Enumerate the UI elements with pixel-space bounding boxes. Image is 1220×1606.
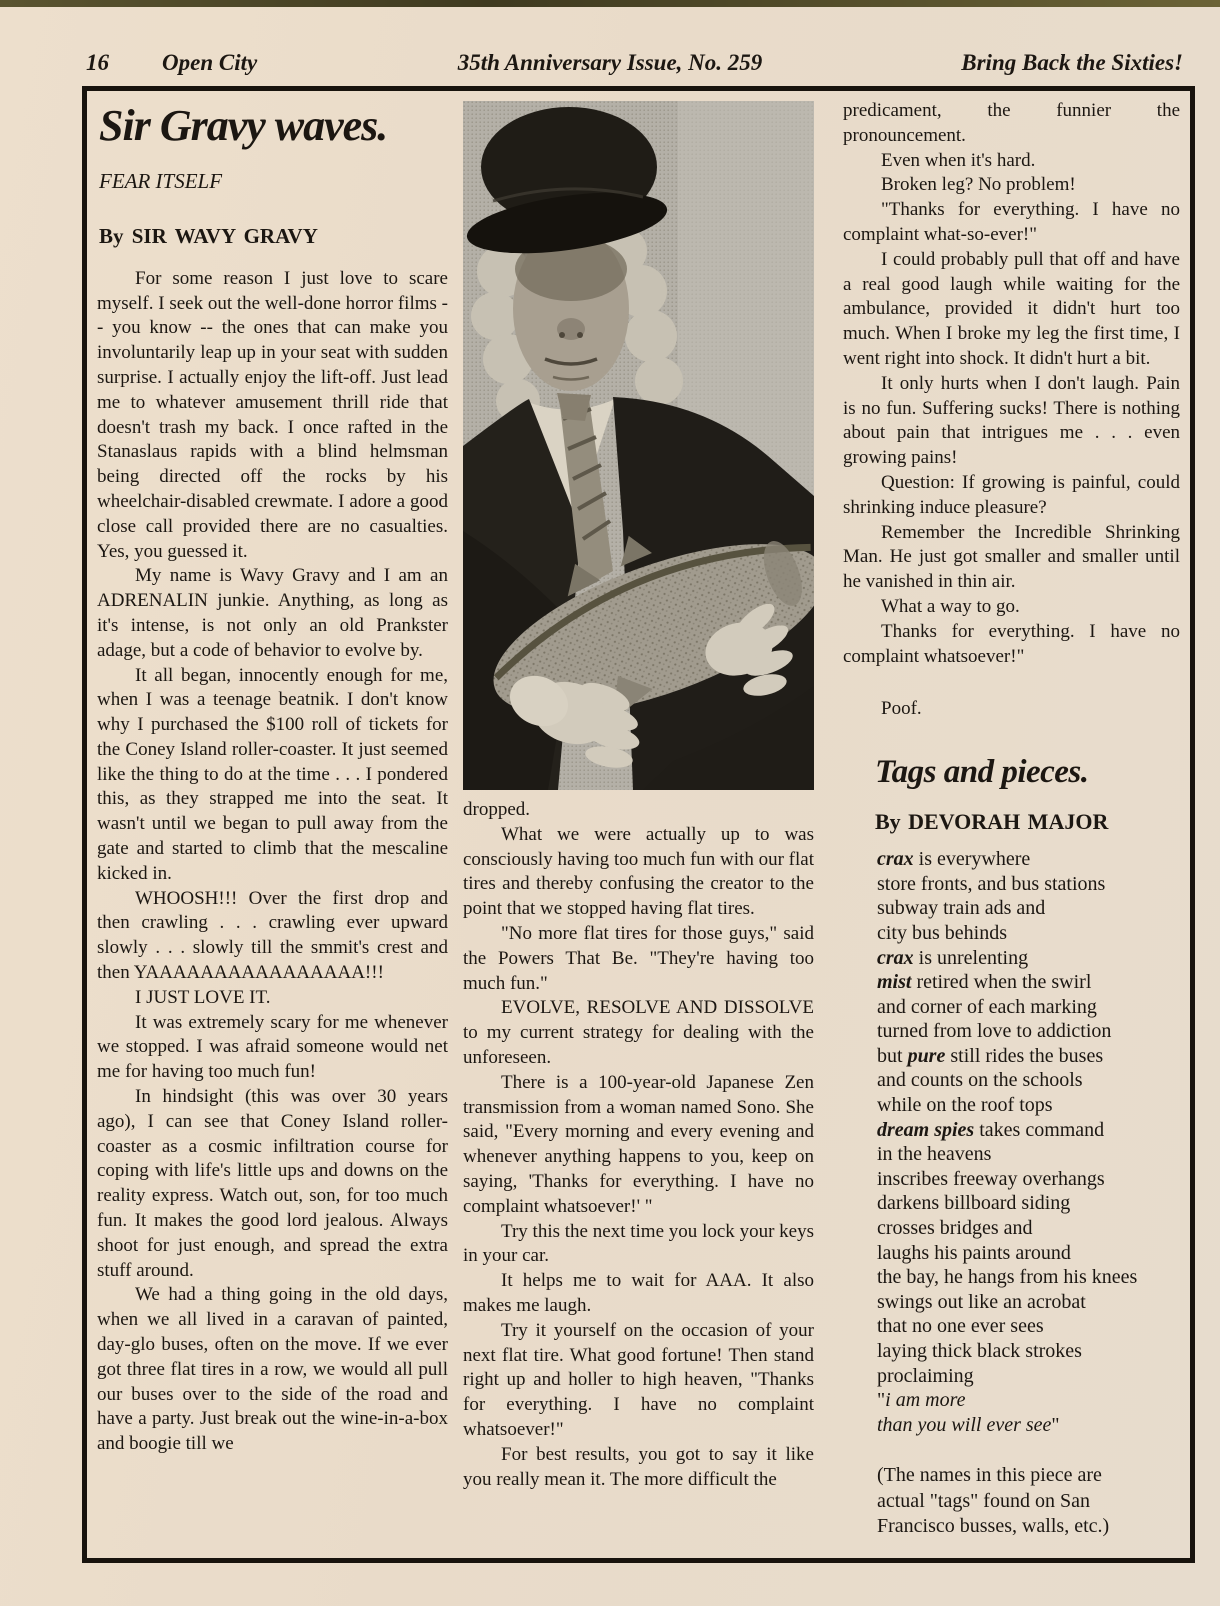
poem-line: that no one ever sees [877, 1315, 1044, 1338]
masthead [0, 50, 1220, 84]
paragraph: It all began, innocently enough for me, when I was a teenage beatnik. I don't know why I purchased the $100 roll of tickets for the Coney Island roller-coaster. It just seemed like the thing to do at the time . . . I pondered this, as they strapped me into the seat. It wasn't until we began to pull away from the gate and started to climb that the mescaline kicked in. [97, 664, 448, 884]
article-box [82, 86, 1195, 1563]
paragraph: It helps me to wait for AAA. It also makes me laugh. [463, 1270, 814, 1316]
poem-line: store fronts, and bus stations [877, 872, 1106, 895]
paragraph: My name is Wavy Gravy and I am an ADRENALIN junkie. Anything, as long as it's intense, is not only an old Prankster adage, but a code of behavior to evolve by. [97, 565, 448, 661]
article1-column1-text [97, 267, 448, 1457]
paragraph: WHOOSH!!! Over the first drop and then crawling . . . crawling ever upward slowly . . . slowly till the smmit's crest and then YAAAAAAAAAAAAAAAA!!! [97, 887, 448, 984]
publication-name: Open City [162, 50, 258, 75]
poem-line: subway train ads and [877, 897, 1046, 920]
poem-line: and corner of each marking [877, 995, 1097, 1018]
column-1 [97, 99, 448, 1558]
column-3 [829, 99, 1180, 1558]
poem-line: than you will ever see" [877, 1413, 1060, 1436]
paragraph: What a way to go. [881, 595, 1020, 617]
paragraph: Try it yourself on the occasion of your next flat tire. What good fortune! Then stand right up and holler to high heaven, "Thanks for everything. I have no complaint whatsoever!" [463, 1319, 814, 1440]
poem-line: city bus behinds [877, 921, 1007, 944]
paragraph: I could probably pull that off and have a real good laugh while waiting for the ambulance, provided it didn't hurt too much. When I broke my leg the first time, I went right into shock. It didn't hurt a bit. [843, 248, 1180, 369]
poem-footnote: (The names in this piece are actual "tags" found on San Francisco busses, walls, etc.) [877, 1464, 1110, 1538]
poem-line: crax is unrelenting [877, 946, 1029, 969]
poem-line: mist retired when the swirl [877, 971, 1092, 994]
poem-line: darkens billboard siding [877, 1192, 1071, 1215]
paragraph: There is a 100-year-old Japanese Zen transmission from a woman named Sono. She said, "Every morning and every evening and whenever anything happens to you, keep on saying, 'Thanks for everything. I have no complaint whatsoever!' " [463, 1071, 814, 1217]
paragraph: Thanks for everything. I have no complaint whatsoever!" [843, 620, 1180, 667]
poem-line: swings out like an acrobat [877, 1290, 1086, 1313]
poem-line: the bay, he hangs from his knees [877, 1266, 1138, 1289]
paragraph: It only hurts when I don't laugh. Pain is no fun. Suffering sucks! There is nothing about pain that intrigues me . . . even growing pains! [843, 372, 1180, 469]
poem-line: turned from love to addiction [877, 1020, 1112, 1043]
article1-kicker: FEAR ITSELF [99, 168, 223, 193]
paragraph: EVOLVE, RESOLVE AND DISSOLVE to my current strategy for dealing with the unforeseen. [463, 997, 814, 1068]
paragraph: Question: If growing is painful, could shrinking induce pleasure? [843, 471, 1180, 518]
article1-column3-text [829, 99, 1180, 722]
article1-column2-text [463, 798, 814, 1492]
paragraph: I JUST LOVE IT. [135, 986, 271, 1008]
poem [877, 847, 1180, 1437]
page-number: 16 [86, 50, 109, 75]
paragraph: dropped. [463, 799, 531, 820]
poem-line: crax is everywhere [877, 848, 1031, 871]
poem-line: laughs his paints around [877, 1241, 1071, 1264]
poem-line: crosses bridges and [877, 1217, 1033, 1240]
paragraph: We had a thing going in the old days, when we all lived in a caravan of painted, day-glo buses, often on the move. If we ever got three flat tires in a row, we would all pull our buses over to the side of the road and have a party. Just break out the wine-in-a-box and boogie till we [97, 1284, 448, 1455]
article1-byline: By SIR WAVY GRAVY [99, 223, 318, 248]
column-2 [463, 99, 814, 1558]
paragraph: Broken leg? No problem! [881, 174, 1076, 196]
article1-title: Sir Gravy waves. [99, 101, 388, 150]
poem-line: but pure still rides the buses [877, 1044, 1104, 1067]
article2-title: Tags and pieces. [875, 754, 1089, 791]
article2-byline: By DEVORAH MAJOR [875, 809, 1109, 835]
poem-line: "i am more [877, 1389, 966, 1412]
paragraph: It was extremely scary for me whenever we stopped. I was afraid someone would net me for having too much fun! [97, 1011, 448, 1083]
paragraph: "No more flat tires for those guys," said the Powers That Be. "They're having too much fun." [463, 922, 814, 994]
photo-wavy-gravy-with-fish [463, 101, 814, 790]
poem-line: while on the roof tops [877, 1094, 1053, 1117]
poem-line: proclaiming [877, 1364, 974, 1387]
slogan: Bring Back the Sixties! [961, 50, 1183, 75]
paragraph: predicament, the funnier the pronouncement. [843, 100, 1180, 146]
paragraph: Poof. [881, 698, 922, 720]
paragraph: Try this the next time you lock your keys in your car. [463, 1220, 814, 1267]
paragraph: Even when it's hard. [881, 149, 1036, 171]
paragraph: "Thanks for everything. I have no complaint what-so-ever!" [843, 199, 1180, 245]
poem-line: in the heavens [877, 1143, 992, 1166]
scan-edge-strip [0, 0, 1220, 7]
poem-line: and counts on the schools [877, 1069, 1083, 1092]
issue-line: 35th Anniversary Issue, No. 259 [457, 50, 763, 75]
paragraph: In hindsight (this was over 30 years ago), I can see that Coney Island roller-coaster as a cosmic infiltration course for coping with life's little ups and downs on the reality express. Watch out, son, for too much fun. It makes the good lord jealous. Always shoot for just enough, and spread the extra stuff around. [97, 1086, 448, 1281]
paragraph: For best results, you got to say it like you really mean it. The more difficult the [463, 1443, 814, 1490]
poem-line: dream spies takes command [877, 1118, 1105, 1141]
paragraph: For some reason I just love to scare myself. I seek out the well-done horror films -- you know -- the ones that can make you involuntarily leap up in your seat with sudden surprise. I actually enjoy the lift-off. Just lead me to whatever amusement thrill ride that doesn't trash my back. I once rafted in the Stanaslaus rapids with a blind helmsman being directed off the rocks by his wheelchair-disabled crewmate. I adore a good close call provided there are no casualties. Yes, you guessed it. [97, 267, 448, 562]
poem-line: inscribes freeway overhangs [877, 1167, 1105, 1190]
poem-line: laying thick black strokes [877, 1340, 1082, 1362]
paragraph: What we were actually up to was consciously having too much fun with our flat tires and thereby confusing the creator to the point that we stopped having flat tires. [463, 823, 814, 920]
paragraph: Remember the Incredible Shrinking Man. He just got smaller and smaller until he vanished in thin air. [843, 521, 1180, 593]
